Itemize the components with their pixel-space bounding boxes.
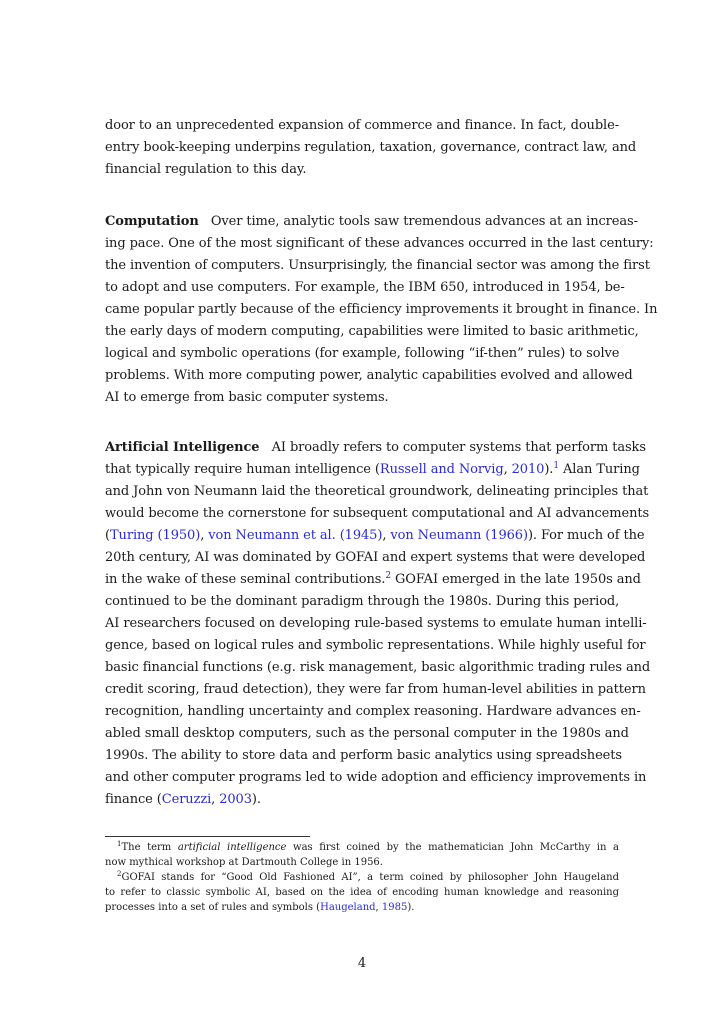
footnote-marker-1[interactable]: 1 — [553, 461, 559, 471]
citation-von-neumann[interactable]: von Neumann (1966) — [390, 528, 528, 543]
computation-line: logical and symbolic operations (for example, following “if-then” rules) to solve — [105, 346, 620, 361]
computation-line: to adopt and use computers. For example, the IBM 650, introduced in 1954, be- — [105, 280, 625, 295]
ai-line: and John von Neumann laid the theoretical groundwork, delineating principles that — [105, 484, 649, 499]
computation-line: the invention of computers. Unsurprisingly, the financial sector was among the first — [105, 258, 650, 273]
computation-line: came popular partly because of the efficiency improvements it brought in finance. In — [105, 302, 658, 317]
ai-line: (Turing (1950), von Neumann et al. (1945), von Neumann (1966)). For much of the — [105, 528, 645, 543]
citation-year-1985[interactable]: 1985 — [381, 902, 408, 913]
ai-line: 20th century, AI was dominated by GOFAI and expert systems that were developed — [105, 550, 646, 565]
computation-line: problems. With more computing power, analytic capabilities evolved and allowed — [105, 368, 633, 383]
ai-line: credit scoring, fraud detection), they were far from human-level abilities in pattern — [105, 682, 646, 697]
ai-line: gence, based on logical rules and symbolic representations. While highly useful for — [105, 638, 646, 653]
ai-last-line: finance (Ceruzzi, 2003). — [105, 792, 261, 807]
citation-year-2003[interactable]: 2003 — [219, 792, 252, 807]
ai-first-line: Artificial Intelligence AI broadly refers to computer systems that perform tasks — [105, 440, 646, 455]
ai-line: 1990s. The ability to store data and perform basic analytics using spreadsheets — [105, 748, 622, 763]
footnote-rule — [105, 836, 310, 837]
citation-ceruzzi[interactable]: Ceruzzi — [161, 792, 212, 807]
footnote-2-line-2: to refer to classic symbolic AI, based on the idea of encoding human knowledge and reasoning — [105, 887, 619, 898]
footnote-1-line-2: now mythical workshop at Dartmouth College in 1956. — [105, 857, 383, 868]
ai-line: continued to be the dominant paradigm through the 1980s. During this period, — [105, 594, 620, 609]
intro-line-2: entry book-keeping underpins regulation, taxation, governance, contract law, and — [105, 140, 637, 155]
footnote-2-line-3: processes into a set of rules and symbols (Haugeland, 1985). — [105, 902, 415, 913]
intro-line-1: door to an unprecedented expansion of commerce and finance. In fact, double- — [105, 118, 619, 133]
computation-heading: Computation — [105, 214, 199, 229]
intro-line-3: financial regulation to this day. — [105, 162, 307, 177]
ai-line: that typically require human intelligence (Russell and Norvig, 2010).$^1$ Alan Turing — [105, 461, 640, 477]
ai-line: abled small desktop computers, such as the personal computer in the 1980s and — [105, 726, 629, 741]
ai-line: AI researchers focused on developing rule-based systems to emulate human intelli- — [105, 616, 647, 631]
citation-haugeland[interactable]: Haugeland — [320, 902, 376, 913]
ai-line: in the wake of these seminal contributions.$^2$ GOFAI emerged in the late 1950s and — [105, 571, 641, 587]
footnote-1-line-1: $^1$The term artificial intelligence was first coined by the mathematician John McCarthy in a — [117, 840, 619, 853]
ai-heading: Artificial Intelligence — [105, 440, 260, 455]
citation-russell-norvig[interactable]: Russell and Norvig — [379, 462, 504, 477]
computation-line: the early days of modern computing, capabilities were limited to basic arithmetic, — [105, 324, 639, 339]
computation-line: AI to emerge from basic computer systems. — [105, 390, 389, 405]
ai-line: basic financial functions (e.g. risk management, basic algorithmic trading rules and — [105, 660, 651, 675]
citation-von-neumann-et-al[interactable]: von Neumann et al. (1945) — [208, 528, 383, 543]
citation-turing[interactable]: Turing (1950) — [109, 528, 201, 543]
footnote-2-line-1: $^2$GOFAI stands for “Good Old Fashioned AI”, a term coined by philosopher John Haugeland — [117, 870, 619, 883]
computation-first-line: Computation Over time, analytic tools saw tremendous advances at an increas- — [105, 214, 638, 229]
footnote-marker-2[interactable]: 2 — [385, 571, 391, 581]
ai-line: and other computer programs led to wide adoption and efficiency improvements in — [105, 770, 647, 785]
computation-line: ing pace. One of the most significant of these advances occurred in the last century: — [105, 236, 654, 251]
ai-line: would become the cornerstone for subsequent computational and AI advancements — [105, 506, 650, 521]
page-number: 4 — [357, 956, 367, 971]
citation-year-2010[interactable]: 2010 — [511, 462, 545, 477]
ai-line: recognition, handling uncertainty and complex reasoning. Hardware advances en- — [105, 704, 641, 719]
